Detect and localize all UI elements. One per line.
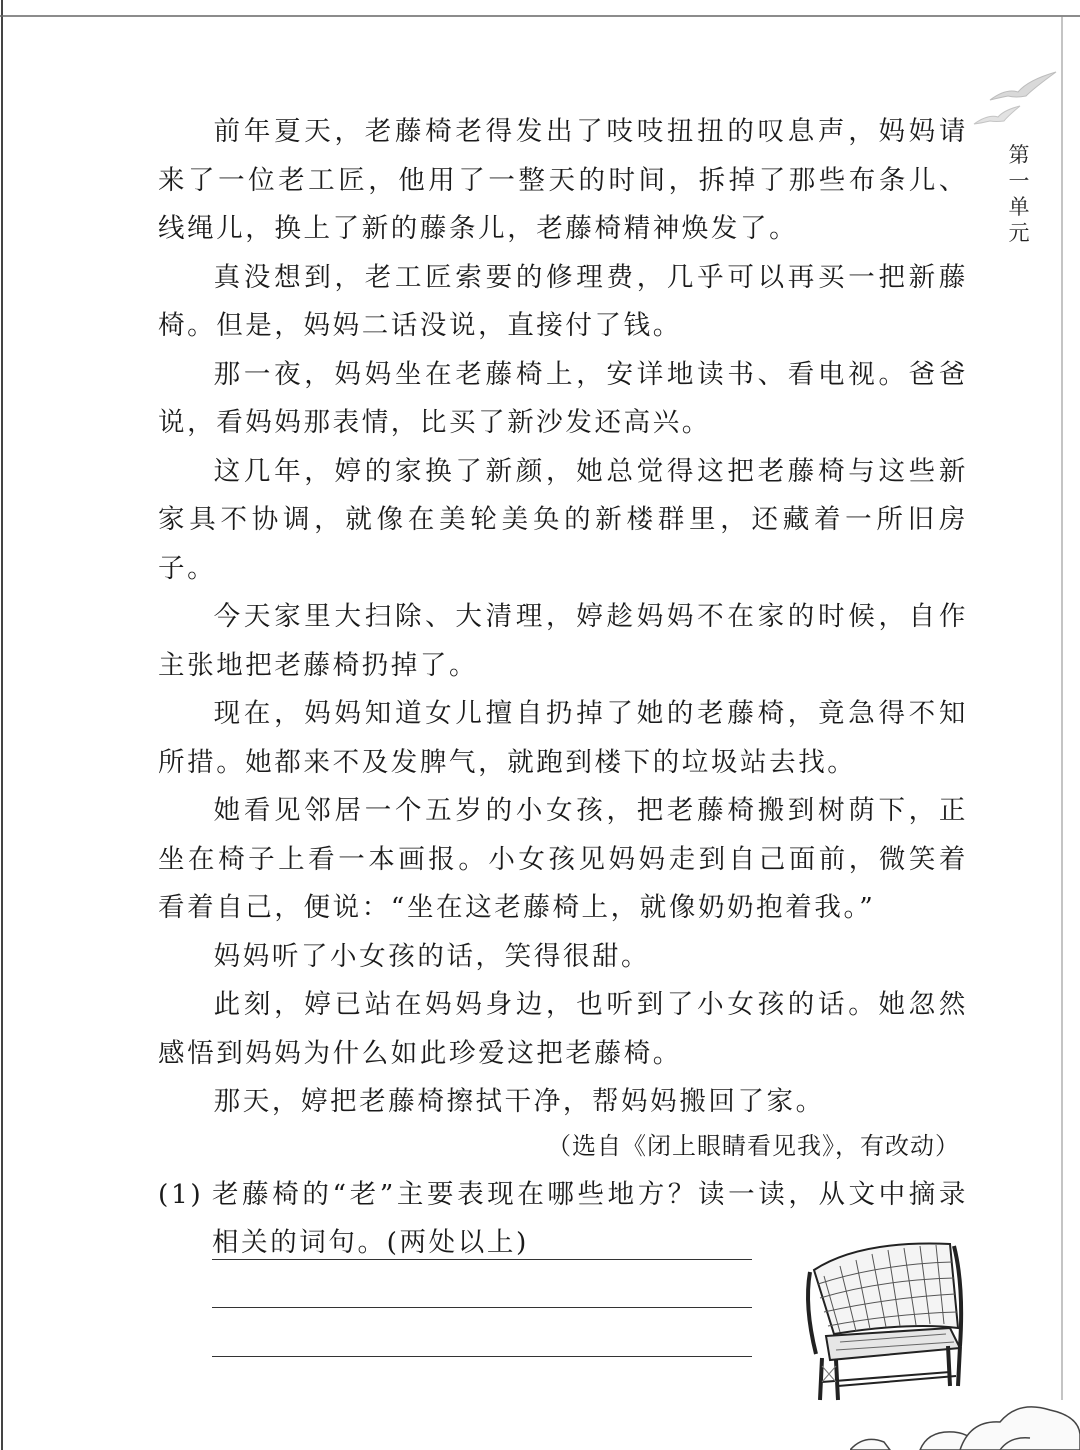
unit-label: 第一单元 xyxy=(1008,143,1030,245)
paragraph-2: 真没想到，老工匠索要的修理费，几乎可以再买一把新藤椅。但是，妈妈二话没说，直接付了钱。 xyxy=(158,261,968,341)
paragraph-4: 这几年，婷的家换了新颜，她总觉得这把老藤椅与这些新家具不协调，就像在美轮美奂的新楼群里，还藏着一所旧房子。 xyxy=(158,455,968,584)
answer-line-1[interactable] xyxy=(212,1259,752,1260)
reading-passage xyxy=(158,108,968,1268)
paragraph-8: 妈妈听了小女孩的话，笑得很甜。 xyxy=(213,940,651,972)
rattan-chair-illustration xyxy=(800,1236,968,1406)
answer-line-2[interactable] xyxy=(212,1307,752,1308)
paragraph-6: 现在，妈妈知道女儿擅自扔掉了她的老藤椅，竟急得不知所措。她都来不及发脾气，就跑到楼下的垃圾站去找。 xyxy=(158,698,968,778)
paragraph-10: 那天，婷把老藤椅擦拭干净，帮妈妈搬回了家。 xyxy=(213,1086,825,1117)
cloud-decoration-icon xyxy=(850,1390,1080,1450)
answer-line-3[interactable] xyxy=(212,1356,752,1357)
paragraph-5: 今天家里大扫除、大清理，婷趁妈妈不在家的时候，自作主张地把老藤椅扔掉了。 xyxy=(158,601,968,681)
paragraph-9: 此刻，婷已站在妈妈身边，也听到了小女孩的话。她忽然感悟到妈妈为什么如此珍爱这把老藤椅。 xyxy=(158,989,968,1069)
paragraph-1: 前年夏天，老藤椅老得发出了吱吱扭扭的叹息声，妈妈请来了一位老工匠，他用了一整天的时间，拆掉了那些布条儿、线绳儿，换上了新的藤条儿，老藤椅精神焕发了。 xyxy=(158,116,968,244)
question-text: 老藤椅的“老”主要表现在哪些地方？读一读，从文中摘录相关的词句。(两处以上) xyxy=(212,1178,968,1258)
flying-birds-icon xyxy=(968,68,1064,134)
paragraph-3: 那一夜，妈妈坐在老藤椅上，安详地读书、看电视。爸爸说，看妈妈那表情，比买了新沙发还高兴。 xyxy=(158,358,968,438)
question-number: (1) xyxy=(158,1178,204,1210)
paragraph-7: 她看见邻居一个五岁的小女孩，把老藤椅搬到树荫下，正坐在椅子上看一本画报。小女孩见妈妈走到自己面前，微笑着看着自己，便说：“坐在这老藤椅上，就像奶奶抱着我。” xyxy=(158,795,968,923)
source-citation: （选自《闭上眼睛看见我》，有改动） xyxy=(547,1131,960,1160)
